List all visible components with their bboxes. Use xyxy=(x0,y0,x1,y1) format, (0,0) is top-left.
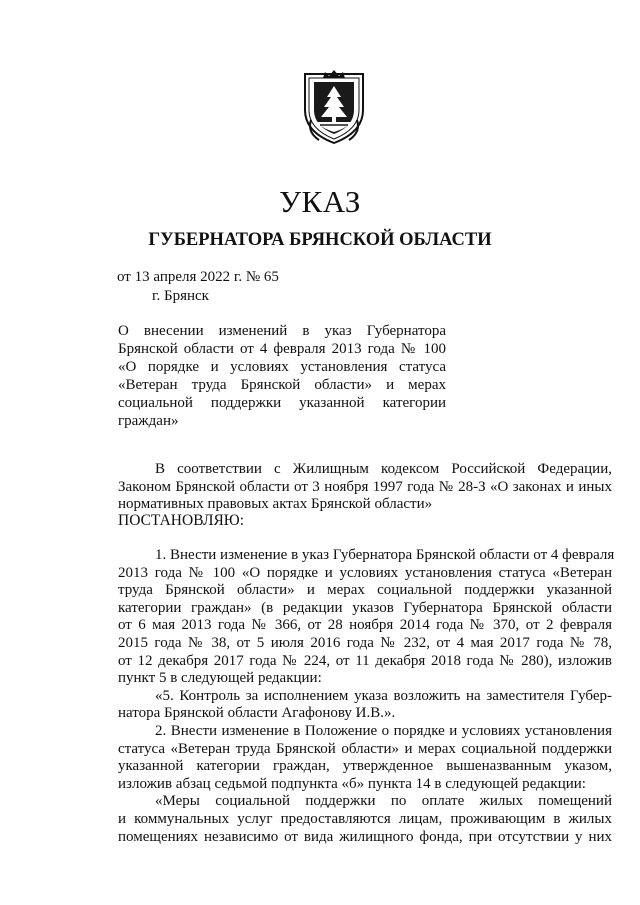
subject-line: О внесении изменений в указ Губернатора xyxy=(118,323,446,339)
body-line: «5. Контроль за исполнением указа возложить на заместителя Губер- xyxy=(155,687,612,704)
document-title: УКАЗ xyxy=(279,184,361,219)
document-date-number: от 13 апреля 2022 г. № 65 xyxy=(117,269,279,285)
subject-line: «Ветеран труда Брянской области» и мерах xyxy=(118,377,446,393)
body-line: от 12 декабря 2017 года № 224, от 11 декабря 2018 года № 280), изложив xyxy=(118,652,612,669)
subject-line: граждан» xyxy=(118,413,179,429)
body-line: изложив абзац седьмой подпункта «б» пункта 14 в следующей редакции: xyxy=(118,775,586,792)
document-subtitle: ГУБЕРНАТОРА БРЯНСКОЙ ОБЛАСТИ xyxy=(148,230,492,250)
subject-line: социальной поддержки указанной категории xyxy=(118,395,446,411)
decree-word-text: ПОСТАНОВЛЯЮ: xyxy=(118,512,245,529)
body-line: от 6 мая 2013 года № 366, от 28 ноября 2014 года № 370, от 2 февраля xyxy=(118,617,612,634)
body-line: указанной категории граждан, утвержденное вышеназванным указом, xyxy=(118,758,612,775)
document-subject xyxy=(118,322,446,430)
body-line: 2013 года № 100 «О порядке и условиях установления статуса «Ветеран xyxy=(118,564,612,581)
body-line: статуса «Ветеран труда Брянской области» и мерах социальной поддержки xyxy=(118,740,612,757)
body-line: 2. Внести изменение в Положение о порядке и условиях установления xyxy=(155,722,612,739)
coat-of-arms-emblem xyxy=(303,70,365,146)
body-line: пункт 5 в следующей редакции: xyxy=(118,670,322,687)
body-line: 1. Внести изменение в указ Губернатора Брянской области от 4 февраля xyxy=(155,547,615,563)
bryansk-coat-of-arms-icon xyxy=(303,70,365,146)
body-line: категории граждан» (в редакции указов Губернатора Брянской области xyxy=(118,599,612,616)
body-line: труда Брянской области» и мерах социальной поддержки указанной xyxy=(118,582,612,599)
body-line: помещениях независимо от вида жилищного фонда, при отсутствии у них xyxy=(118,828,612,845)
body-line: натора Брянской области Агафонову И.В.». xyxy=(118,705,396,722)
preamble-line: Законом Брянской области от 3 ноября 1997 года № 28-З «О законах и иных xyxy=(118,478,612,495)
body-line: и коммунальных услуг предоставляются лицам, проживающим в жилых xyxy=(118,810,612,827)
body-line: «Меры социальной поддержки по оплате жилых помещений xyxy=(155,793,612,810)
preamble xyxy=(118,461,612,514)
subject-line: Брянской области от 4 февраля 2013 года № 100 xyxy=(118,341,446,357)
subject-line: «О порядке и условиях установления статуса xyxy=(118,359,446,375)
preamble-line: нормативных правовых актах Брянской области» xyxy=(118,496,433,513)
decree-word xyxy=(118,512,612,530)
body-line: 2015 года № 38, от 5 июля 2016 года № 232, от 4 мая 2017 года № 78, xyxy=(118,634,612,651)
document-city: г. Брянск xyxy=(152,288,209,304)
decree-body xyxy=(118,547,615,846)
preamble-line: В соответствии с Жилищным кодексом Российской Федерации, xyxy=(155,461,612,477)
